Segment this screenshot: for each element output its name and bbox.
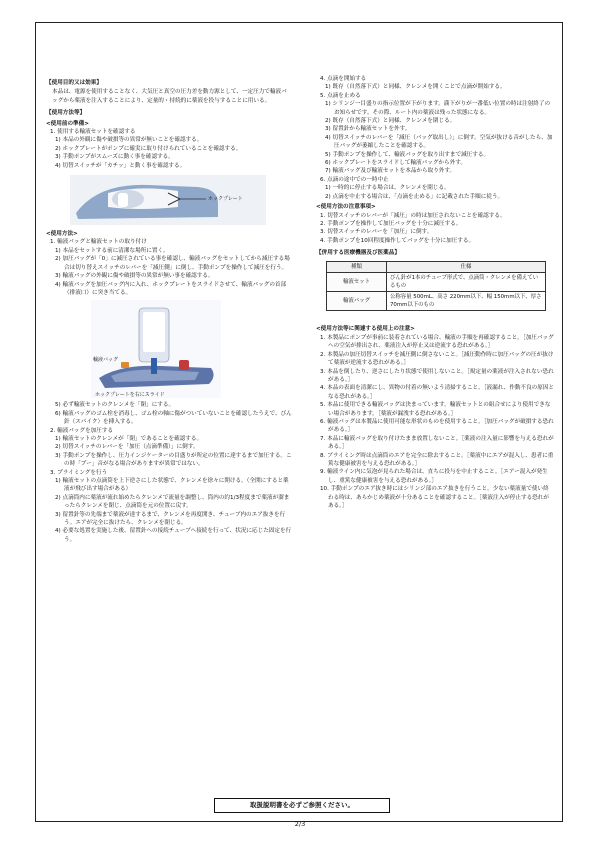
purpose-heading: 【使用目的又は効果】 xyxy=(46,80,102,86)
table-header-cell: 種類 xyxy=(327,261,387,272)
step2-item: 2) 切替スイッチのレバーを「加圧（点滴準備）」に倒す。 xyxy=(55,444,199,451)
table-header-row xyxy=(327,261,546,272)
purpose-text: 本品は、電源を使用することなく、大気圧と真空の圧力差を動力源として、一定圧力で輸液バッグから薬液を注入することにより、定量的・持続的に薬液を投与することに用いる。 xyxy=(52,89,287,104)
step1-heading: 1. 輸液バッグと輸液セットの取り付け xyxy=(50,239,147,246)
table-cell: 公称容量 500mL、高さ 220mm以下、幅 150mm以下、厚さ 70mm以下のもの xyxy=(387,291,546,310)
caution-item: 3. 本品を倒したり、逆さにしたり状態で使用しないこと。［規定量の薬液が注入されない恐れがある。］ xyxy=(320,368,554,383)
step4-heading: 4. 点滴を開始する xyxy=(320,76,367,82)
caution-item: 4. 本品の表面を清潔にし、異物の付着の無いよう清掃すること。［液漏れ、作動不良の原因となる恐れがある。］ xyxy=(320,385,554,400)
caution-item: 10. 手動ポンプのエア抜き時にはシリンジ部のエア抜きを行うこと。少ない薬液量で使い終わる時は、あらかじめ薬液が十分あることを確認すること。［薬液注入が停止する恐れがある。］ xyxy=(320,486,549,510)
right-column xyxy=(316,75,554,510)
caution-item: 8. ブライミング時は点滴筒のエアを完全に除去すること。［薬液中にエアが混入し、患者に重篤な健康被害を与える恐れがある。］ xyxy=(320,452,554,468)
hook-plate-callout: ホックプレート xyxy=(208,196,243,203)
table-cell: びん針が1本のチューブ形式で、点滴筒・クレンメを備えているもの xyxy=(387,272,546,291)
precautions-list xyxy=(316,212,554,246)
left-column xyxy=(46,75,292,544)
step5-item: 1) シリンジ一目盛りの指示位置が下がります。満下がりが一番低い位置の時は注射終了のお知らせです。その際、ルート内の薬液は残った状態になる。 xyxy=(325,101,551,116)
precaution-item: 4. 手動ポンプを10回程度操作してバッグを十分に加圧する。 xyxy=(320,237,475,244)
precaution-item: 1. 切替スイッチのレバーが「減圧」の時は加圧されないことを確認する。 xyxy=(320,212,506,219)
step6-item: 1) 一時的に停止する場合は、クレンメを閉じる。 xyxy=(325,185,450,192)
precaution-item: 2. 手動ポンプを操作して加圧バッグを十分に減圧する。 xyxy=(320,220,462,227)
table-cell: 輸液セット xyxy=(327,272,387,291)
prep-item: 1. 使用する輸液セットを確認する xyxy=(50,129,136,136)
precautions-heading: <使用方法の注意事項> xyxy=(316,204,376,211)
table-row xyxy=(327,272,546,291)
table-cell: 輸液バッグ xyxy=(327,291,387,310)
caution-item: 9. 輸液ライン内に気泡が見られた場合は、直ちに投与を中止すること。［エアー混入が発生し、重篤な健康被害を与える恐れがある。］ xyxy=(320,469,548,484)
step2-heading: 2. 輸液バッグを加圧する xyxy=(50,427,114,434)
prep-item: 2) ホックプレートがポンプに確実に取り付けられていることを確認する。 xyxy=(55,145,242,152)
table-header-cell: 仕様 xyxy=(387,261,546,272)
caution-item: 5. 本品に使用できる輸液バッグは決まっています。輸液セットとの組合せにより使用できない場合があります。［薬液が漏洩する恐れがある。］ xyxy=(320,402,551,417)
prep-heading: <使用前の準備> xyxy=(46,120,89,127)
step3-item: 4) 必要な処置を実施した後、留置針への接続チューブへ接続を行って、状況に応じた固定を行う。 xyxy=(55,528,292,543)
prep-item: 4) 切替スイッチが「カチッ」と動く事を確認する。 xyxy=(55,162,186,169)
step1-list xyxy=(46,247,292,297)
step6-heading: 6. 点滴の途中での一時中止 xyxy=(320,176,389,183)
step5-item: 7) 輸液バッグ及び輸液セットを本品から取り外す。 xyxy=(325,168,456,175)
figure-bag-setup xyxy=(91,300,221,398)
step1-item: 2) 加圧バッグが「0」に減圧されている事を確認し、輸液バッグをセットしてから減圧する場合は切り替えスイッチのレバーを「減圧側」に倒し、手動ポンプを操作して減圧を行う。 xyxy=(55,256,290,271)
step5-item: 2) 既存（自然落下式）と同様、クレンメを閉じる。 xyxy=(325,118,456,125)
page-number: 2/3 xyxy=(294,820,306,828)
prep-list xyxy=(46,128,292,170)
step4-item: 1) 既存（自然落下式）と同様、クレンメを開くことで点滴が開始する。 xyxy=(325,84,506,91)
step2-item: 3) 手動ポンプを操作し、圧力インジケーターの目盛りが所定の位置に達するまで加圧する。この時「プー」音がなる場合がありますが異常ではない。 xyxy=(55,452,292,468)
step1-item: 1) 本品をセットする前に清潔な場所に置く。 xyxy=(55,247,169,254)
step3-heading: 3. プライミングを行う xyxy=(50,469,108,476)
step6-item: 2) 点滴を中止する場合は、「点滴を止める」に記載された手順に従う。 xyxy=(325,193,504,200)
step6-list xyxy=(316,184,554,201)
step5-item: 6) ホックプレートをスライドして輸液バッグから外す。 xyxy=(325,160,466,167)
caution-item: 2. 本製品の加圧切替スイッチを減圧側に倒さないこと。［減圧動作時に加圧バッグの圧が抜けて薬液が逆流する恐れがある。］ xyxy=(320,351,554,367)
step1-tail xyxy=(46,401,292,426)
step5-heading: 5. 点滴を止める xyxy=(320,92,361,99)
step1-item: 5) 必ず輸液セットのクレンメを「閉」にする。 xyxy=(55,402,175,409)
step5-item: 3) 留置針から輸液セットを外す。 xyxy=(325,126,411,133)
precaution-item: 3. 切替スイッチのレバーを「加圧」に倒す。 xyxy=(320,229,433,236)
caution-item: 1. 本製品にポンプが事前に装着されている場合、輸液の手順を再確認すること。［加圧バッグへの空気が排出され、薬液注入が停止又は逆流する恐れがある。］ xyxy=(320,334,554,350)
step1-item: 6) 輸液バッグのゴム栓を消毒し、ゴム栓の軸に傷がついていないことを確認したうえで、びん針（スパイク）を挿入する。 xyxy=(55,410,292,426)
method-heading: 【使用方法等】 xyxy=(46,110,86,117)
step5-list xyxy=(316,100,554,176)
method-sub-heading: <使用方法> xyxy=(46,231,78,238)
step3-item: 2) 点滴筒内に薬液が流れ始めたらクレンメで流量を調整し、筒内の約1/3程度まで薬液が溜まったらクレンメを閉じ、点滴筒を元の位置に戻す。 xyxy=(55,494,290,510)
slide-callout: ホックプレートを右にスライド xyxy=(95,392,165,399)
caution-list xyxy=(316,334,554,511)
step1-item: 3) 輸液バッグの外観に傷や破損等の異常が無い事を確認する。 xyxy=(55,273,214,280)
step3-item: 3) 留置針等の先端まで薬液が達するまで、クレンメを再度開き、チューブ内のエア抜きを行う。エアが完全に抜けたら、クレンメを閉じる。 xyxy=(55,511,286,526)
prep-item: 1) 本品の外観に傷や破損等の異常が無いことを確認する。 xyxy=(55,137,203,144)
bag-callout: 輸液バッグ xyxy=(93,357,119,364)
step3-item: 1) 輸液セットの点滴筒を上下逆さにした状態で、クレンメを徐々に開ける。（全開にすると薬液が飛び出す場合がある） xyxy=(55,477,289,493)
combo-table xyxy=(326,261,546,311)
bag-setup-illustration xyxy=(91,300,221,398)
step2-item: 1) 輸液セットのクレンメが「閉」であることを確認する。 xyxy=(55,435,203,442)
table-row xyxy=(327,291,546,310)
step1-item: 4) 輸液バッグを加圧バッグ内に入れ、ホックプレートをスライドさせて、輸液バッグの首部（排液口）に突き当てる。 xyxy=(55,281,287,296)
combo-heading: 【併用する医療機器及び医薬品】 xyxy=(316,250,400,257)
caution-item: 7. 本品に輸液バッグを取り付けたまま放置しないこと。［薬液の注入量に影響を与える恐れがある。］ xyxy=(320,435,554,451)
prep-item: 3) 手動ポンプがスムーズに動く事を確認する。 xyxy=(55,154,174,161)
caution-heading: <使用方法等に関連する使用上の注意> xyxy=(316,325,415,332)
step5-item: 4) 切替スイッチのレバーを「減圧（バッグ取出し）」に倒す。空気が抜ける音がしたら、加圧バッグが萎縮したことを確認する。 xyxy=(325,134,553,150)
caution-item: 6. 輸液バッグは本製品に使用可能な形状のものを使用すること。［加圧バッグが破損する恐れがある。］ xyxy=(320,419,554,434)
step3-list xyxy=(46,477,292,544)
manual-notice-box: 取扱説明書を必ずご参照ください。 xyxy=(214,798,390,813)
step5-item: 5) 手動ポンプを操作して、輸液バッグを取り出すまで減圧する。 xyxy=(325,151,490,158)
figure-hook-plate xyxy=(68,173,268,227)
document-page xyxy=(35,22,563,828)
step2-list xyxy=(46,435,292,469)
